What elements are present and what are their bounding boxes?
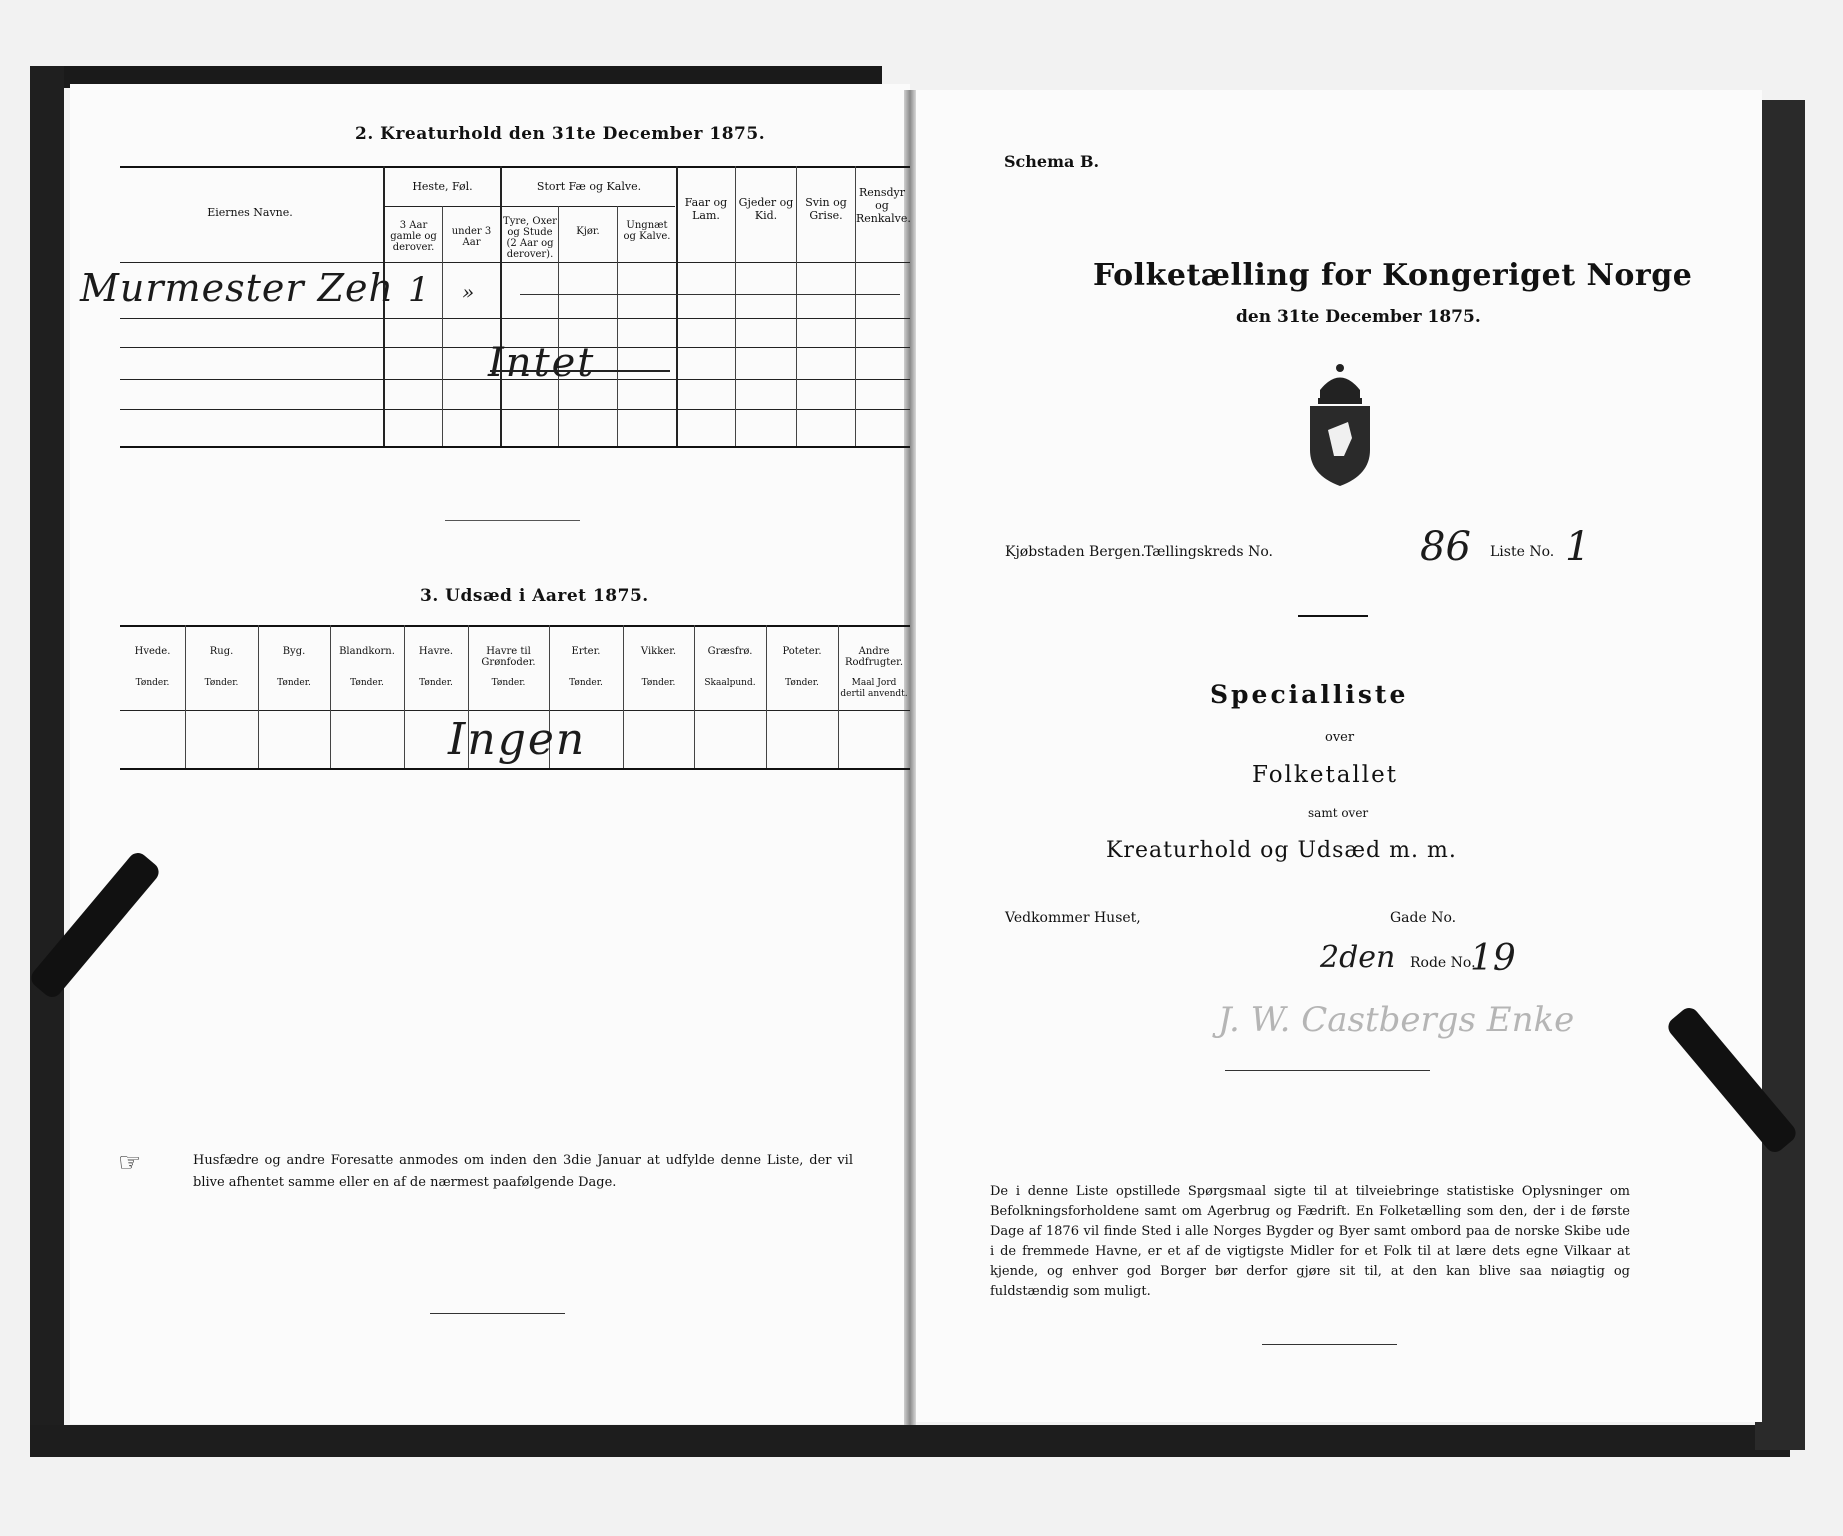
col-sheep: Faar og Lam. — [684, 196, 728, 222]
folketallet-heading: Folketallet — [1252, 762, 1398, 788]
kreds-label: Tællingskreds No. — [1144, 544, 1273, 560]
rode-prefix: 2den — [1320, 940, 1396, 975]
house-owner-faint: J. W. Castbergs Enke — [1218, 1000, 1575, 1040]
sowing-col-unit: Skaalpund. — [704, 678, 756, 688]
horses-3plus-entry: 1 — [408, 270, 430, 310]
book-gutter — [904, 90, 916, 1425]
sowing-col-unit: Tønder. — [204, 678, 239, 688]
house-label: Vedkommer Huset, — [1005, 910, 1141, 926]
col-pigs: Svin og Grise. — [805, 196, 847, 222]
coat-of-arms-icon — [1290, 360, 1390, 490]
book-cover-edge-right — [1755, 100, 1805, 1450]
info-paragraph: De i denne Liste opstillede Spørgsmaal sigte til at tilveiebringe statistiske Oplysninger om Befolkningsforholdene samt om Agerbrug og Fædrift. En Folketælling som den, der i de første Dage af 1876 vil finde Sted i alle Norges Bygder og Byer samt ombord paa de norske Skibe ude i de fremmede Havne, er et af de vigtigste Midler for et Folk til at lære dets egne Vilkaar at kjende, og enhver god Borger bør derfor gjøre sit til, at den kan blive saa nøiagtig og fuldstændig som muligt. — [990, 1184, 1630, 1299]
sowing-entry: Ingen — [448, 714, 587, 765]
census-title: Folketælling for Kongeriget Norge — [1093, 258, 1693, 293]
horses-under3-entry: » — [462, 280, 475, 304]
col-horses-under3: under 3 Aar — [451, 226, 492, 248]
sowing-col-name: Byg. — [282, 646, 306, 657]
sowing-col-name: Rug. — [209, 646, 234, 657]
sowing-col-unit: Tønder. — [135, 678, 170, 688]
livestock-title: 2. Kreaturhold den 31te December 1875. — [355, 124, 766, 144]
census-date: den 31te December 1875. — [1236, 307, 1481, 327]
sowing-col-unit: Tønder. — [569, 678, 603, 688]
kreds-value: 86 — [1420, 524, 1471, 570]
sowing-title: 3. Udsæd i Aaret 1875. — [420, 586, 649, 606]
sowing-col-unit: Tønder. — [277, 678, 311, 688]
sowing-col-name: Erter. — [571, 646, 601, 657]
sowing-col-name: Andre Rodfrugter. — [844, 646, 904, 668]
owner-entry: Murmester Zeh — [80, 266, 394, 310]
sowing-col-unit: Maal Jord dertil anvendt. — [840, 678, 908, 699]
pointing-hand-icon: ☞ — [118, 1148, 142, 1178]
over-label: over — [1325, 730, 1355, 745]
sowing-col-name: Hvede. — [134, 646, 171, 657]
sowing-col-name: Havre. — [418, 646, 454, 657]
sowing-col-unit: Tønder. — [350, 678, 384, 688]
kreaturhold-heading: Kreaturhold og Udsæd m. m. — [1106, 838, 1457, 863]
col-goats: Gjeder og Kid. — [738, 196, 794, 222]
col-young-calves: Ungnæt og Kalve. — [623, 220, 671, 242]
list-label: Liste No. — [1490, 544, 1555, 560]
sowing-col-unit: Tønder. — [641, 678, 676, 688]
sowing-col-unit: Tønder. — [785, 678, 819, 688]
samt-over-label: samt over — [1308, 806, 1369, 820]
sowing-col-name: Poteter. — [782, 646, 822, 657]
col-reindeer: Rensdyr og Renkalve. — [856, 186, 911, 225]
col-horses-3plus: 3 Aar gamle og derover. — [390, 220, 437, 253]
schema-label: Schema B. — [1004, 152, 1100, 171]
owner-names-header: Eiernes Navne. — [207, 206, 293, 219]
cattle-group-header: Stort Fæ og Kalve. — [536, 180, 642, 193]
col-bulls: Tyre, Oxer og Stude (2 Aar og derover). — [503, 216, 557, 260]
list-value: 1 — [1565, 524, 1591, 570]
sowing-col-unit: Tønder. — [491, 678, 526, 688]
sowing-col-name: Blandkorn. — [339, 646, 395, 657]
specialliste-heading: Specialliste — [1210, 680, 1409, 709]
col-cows: Kjør. — [576, 226, 600, 237]
horses-group-header: Heste, Føl. — [412, 180, 473, 193]
book-cover-edge-left — [30, 66, 64, 1456]
town-label: Kjøbstaden Bergen. — [1005, 544, 1146, 560]
book-cover-edge-bottom — [30, 1425, 1790, 1457]
sowing-col-name: Havre til Grønfoder. — [481, 646, 536, 668]
livestock-note-entry: Intet — [488, 340, 596, 386]
notice-text: Husfædre og andre Foresatte anmodes om inden den 3die Januar at udfylde denne Liste, der vil blive afhentet samme eller en af de nærmest paafølgende Dage. — [193, 1153, 853, 1190]
sowing-col-unit: Tønder. — [419, 678, 453, 688]
rode-label: Rode No. — [1410, 955, 1476, 971]
sowing-col-name: Vikker. — [640, 646, 677, 657]
sowing-col-name: Græsfrø. — [707, 646, 753, 657]
rode-value: 19 — [1470, 938, 1516, 979]
gade-label: Gade No. — [1390, 910, 1457, 926]
